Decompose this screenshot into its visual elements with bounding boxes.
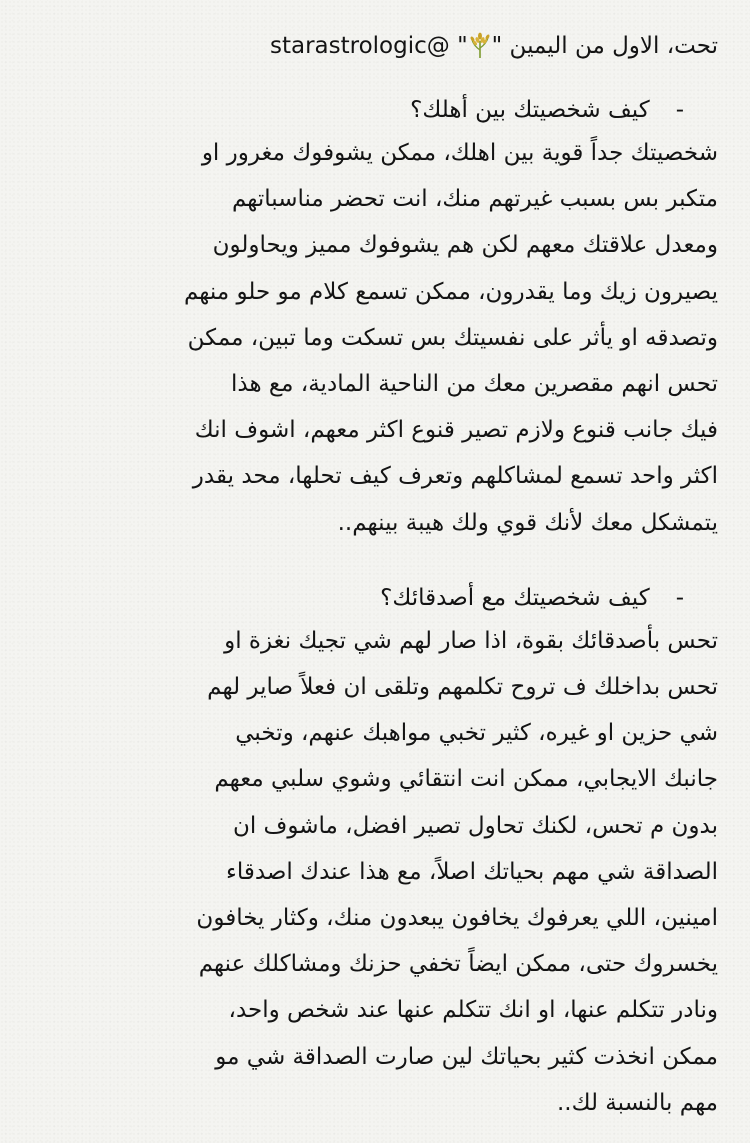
body-line: تحس بأصدقائك بقوة، اذا صار لهم شي تجيك نغزة او (224, 627, 718, 654)
section-heading-friends (30, 578, 718, 618)
section-dash: - (675, 584, 684, 611)
header-text-before: تحت، الاول من اليمين " (491, 33, 718, 59)
body-line: يصيرون زيك وما يقدرون، ممكن تسمع كلام مو حلو منهم (183, 278, 718, 305)
body-line: ومعدل علاقتك معهم لكن هم يشوفوك مميز ويحاولون (212, 232, 718, 259)
section-heading-family (30, 90, 718, 130)
section-spacer (30, 546, 718, 578)
body-line: يخسروك حتى، ممكن ايضاً تخفي حزنك ومشاكلك عنهم (198, 951, 718, 978)
body-line: متكبر بس بسبب غيرتهم منك، انت تحضر مناسباتهم (231, 186, 718, 213)
header-text-after: " @starastrologic (270, 33, 468, 59)
section-body-family (30, 130, 718, 546)
body-line: ممكن انخذت كثير بحياتك لين صارت الصداقة شي مو (215, 1043, 718, 1070)
wheat-icon (468, 27, 492, 53)
body-line: ونادر تتكلم عنها، او انك تتكلم عنها عند شخص واحد، (228, 997, 718, 1024)
body-line: تحس انهم مقصرين معك من الناحية المادية، مع هذا (231, 371, 718, 398)
body-line: الصداقة شي مهم بحياتك اصلاً، مع هذا عندك اصدقاء (226, 858, 718, 885)
section-dash: - (675, 97, 684, 123)
body-line: وتصدقه او يأثر على نفسيتك بس تسكت وما تبين، ممكن (187, 324, 718, 351)
section-body-friends (30, 618, 718, 1126)
section-heading-text: كيف شخصيتك بين أهلك؟ (410, 97, 650, 123)
section-heading-text: كيف شخصيتك مع أصدقائك؟ (380, 584, 650, 611)
body-line: شي حزين او غيره، كثير تخبي مواهبك عنهم، وتخبي (235, 720, 718, 747)
body-line: بدون م تحس، لكنك تحاول تصير افضل، ماشوف ان (232, 812, 718, 839)
body-line: فيك جانب قنوع ولازم تصير قنوع اكثر معهم، اشوف انك (194, 417, 718, 444)
body-line: اكثر واحد تسمع لمشاكلهم وتعرف كيف تحلها، محد يقدر (192, 463, 718, 490)
body-line: شخصيتك جداً قوية بين اهلك، ممكن يشوفوك مغرور او (201, 140, 718, 166)
body-line: جانبك الايجابي، ممكن انت انتقائي وشوي سلبي معهم (214, 766, 718, 793)
header-line (30, 22, 718, 70)
body-line: مهم بالنسبة لك.. (556, 1089, 718, 1116)
body-line: تحس بداخلك ف تروح تكلمهم وتلقى ان فعلاً صاير لهم (207, 674, 718, 701)
body-line: امينين، اللي يعرفوك يخافون يبعدون منك، وكثار يخافون (196, 905, 718, 932)
body-line: يتمشكل معك لأنك قوي ولك هيبة بينهم.. (337, 509, 718, 536)
